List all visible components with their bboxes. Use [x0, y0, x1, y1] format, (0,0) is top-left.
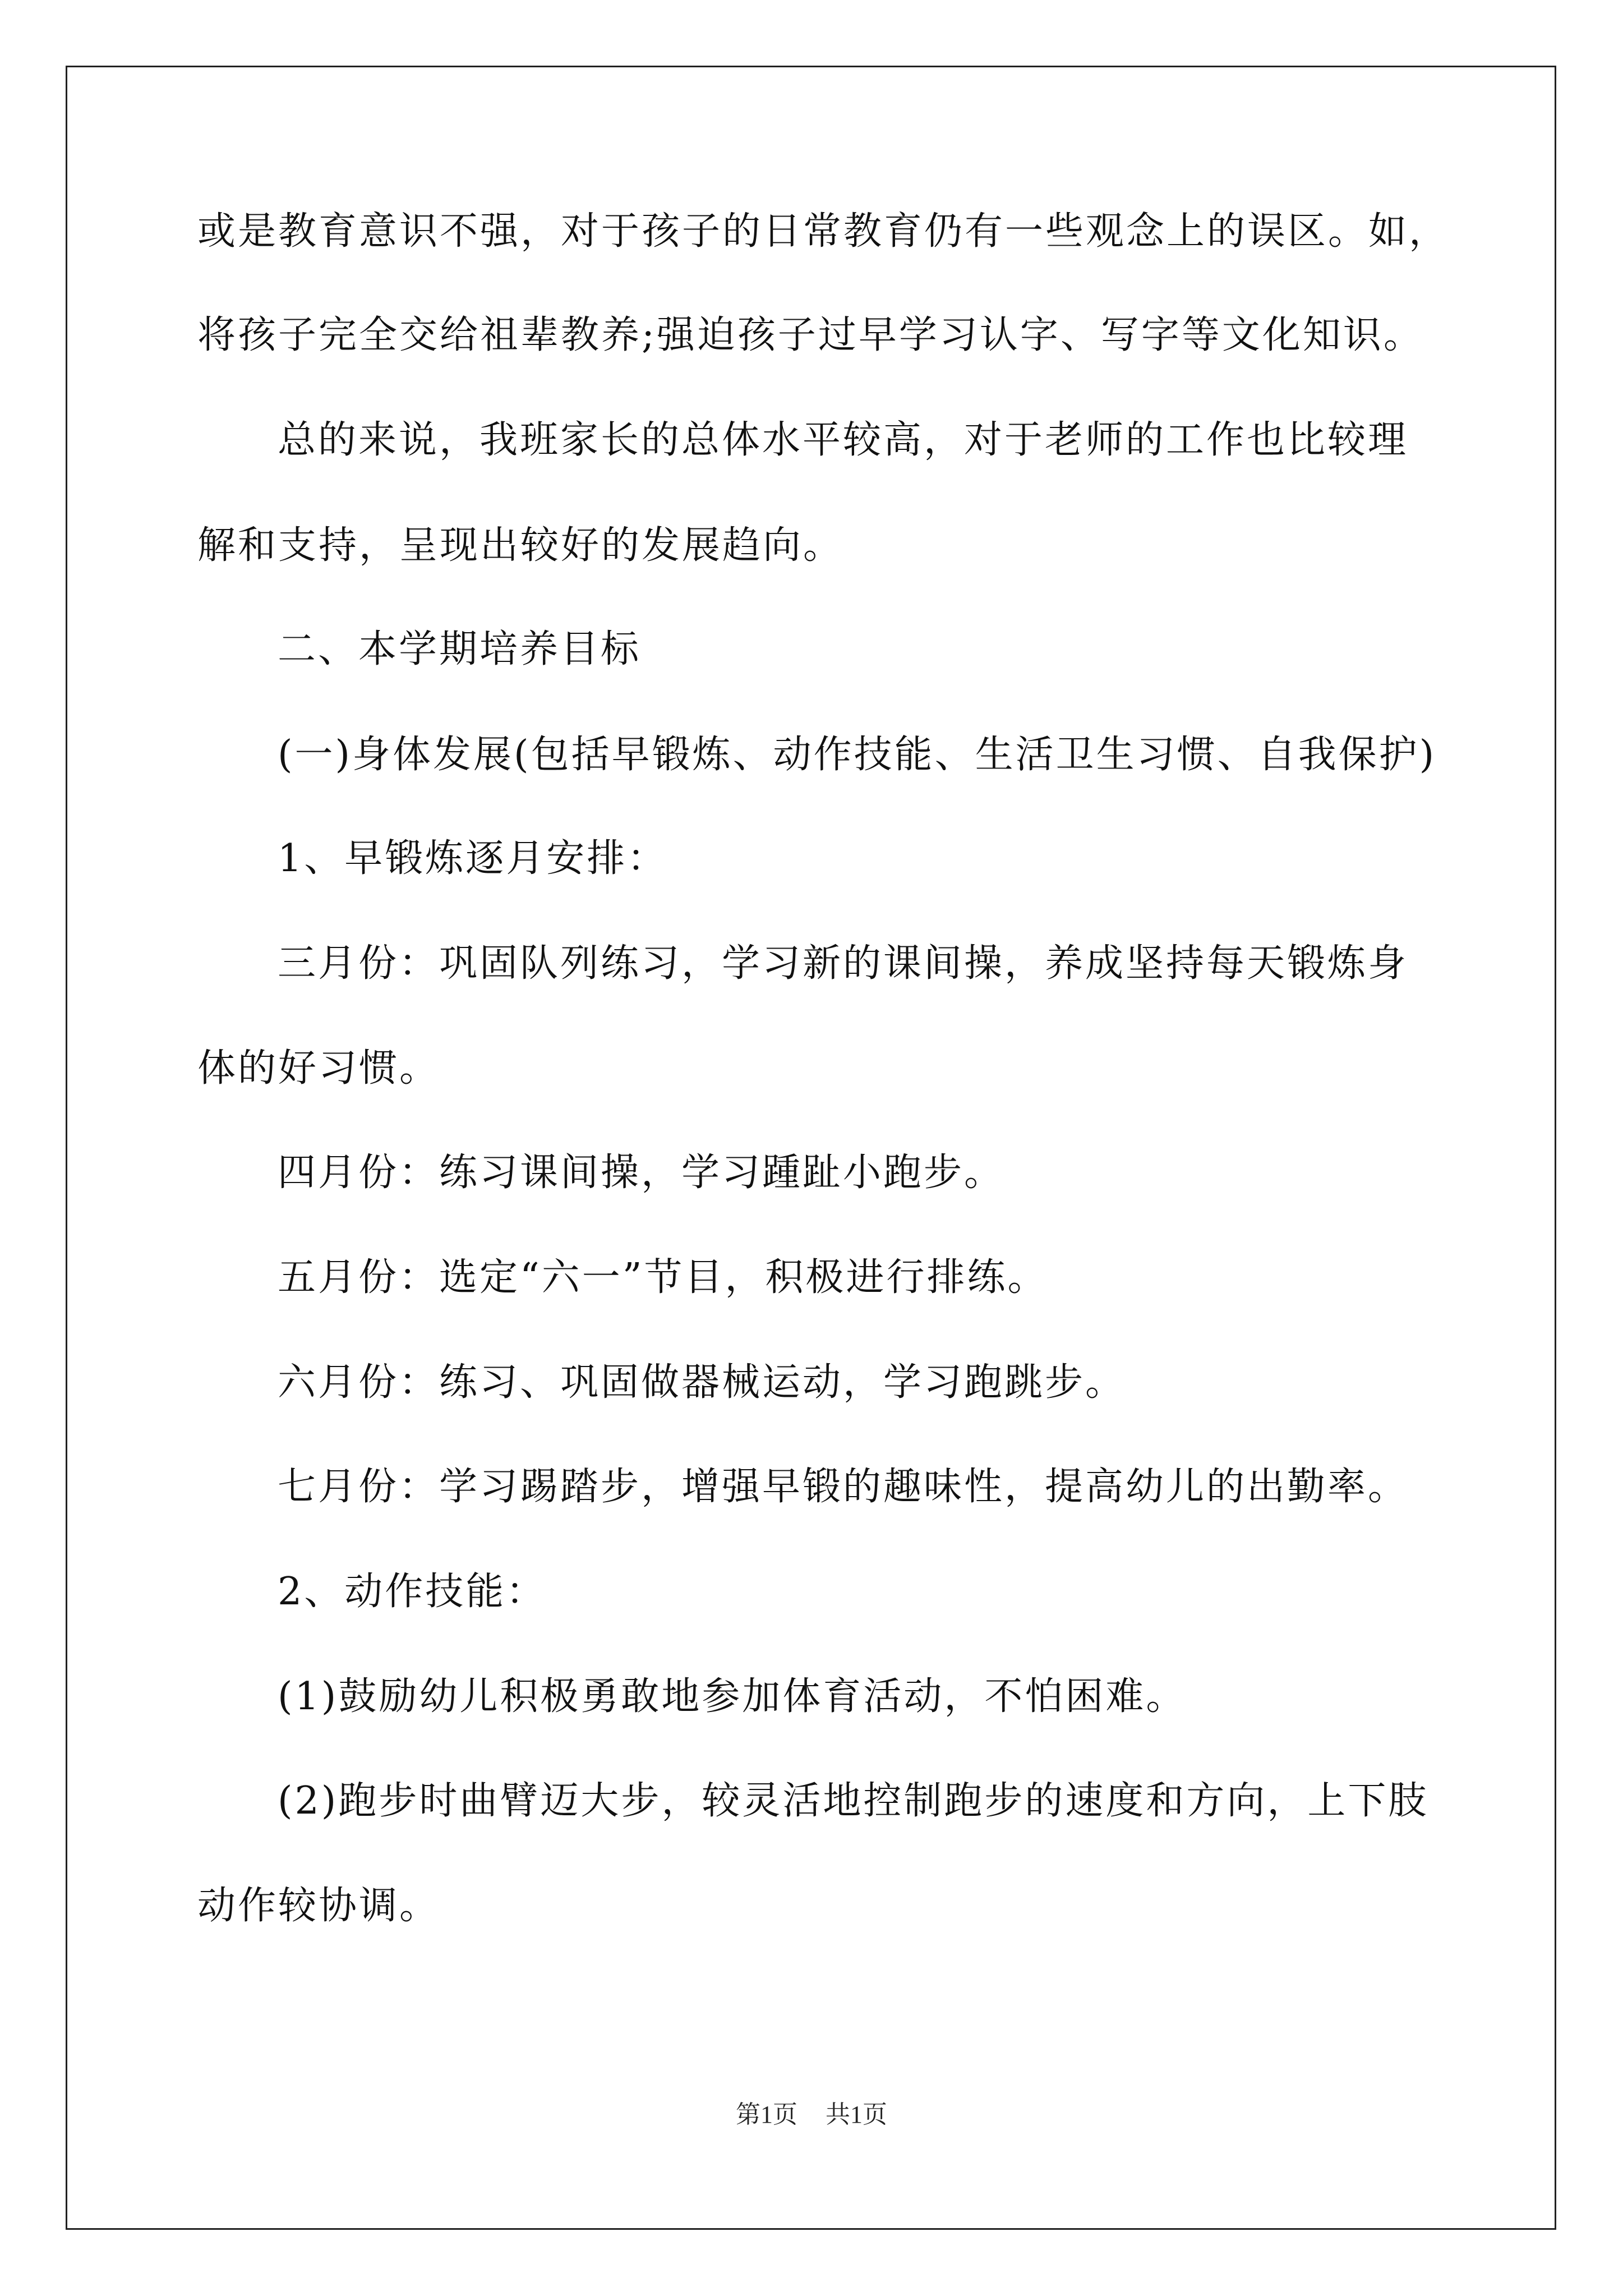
text-line: (2)跑步时曲臂迈大步，较灵活地控制跑步的速度和方向，上下肢	[278, 1779, 1429, 1823]
page-total: 共1页	[826, 2101, 887, 2128]
item-heading: 2、动作技能：	[278, 1570, 547, 1614]
text-line: 总的来说，我班家长的总体水平较高，对于老师的工作也比较理	[278, 418, 1409, 462]
text-line: 将孩子完全交给祖辈教养;强迫孩子过早学习认字、写字等文化知识。	[197, 313, 1424, 357]
page-number: 第1页	[736, 2101, 797, 2128]
text-line: 动作较协调。	[197, 1884, 440, 1928]
text-line: 三月份：巩固队列练习，学习新的课间操，养成坚持每天锻炼身	[278, 941, 1409, 986]
text-line: 或是教育意识不强，对于孩子的日常教育仍有一些观念上的误区。如，	[197, 209, 1450, 254]
text-line: 体的好习惯。	[197, 1046, 440, 1091]
text-line: (1)鼓励幼儿积极勇敢地参加体育活动，不怕困难。	[278, 1674, 1187, 1719]
section-heading: 二、本学期培养目标	[278, 627, 642, 671]
text-line: 解和支持，呈现出较好的发展趋向。	[197, 523, 844, 568]
page-footer	[0, 2098, 1623, 2132]
item-heading: 1、早锻炼逐月安排：	[278, 836, 668, 881]
subsection-heading: (一)身体发展(包括早锻炼、动作技能、生活卫生习惯、自我保护)	[278, 733, 1437, 777]
text-line: 六月份：练习、巩固做器械运动，学习跑跳步。	[278, 1360, 1126, 1405]
text-line: 四月份：练习课间操，学习踵趾小跑步。	[278, 1151, 1005, 1195]
text-line: 五月份：选定“六一”节目，积极进行排练。	[278, 1255, 1048, 1300]
text-line: 七月份：学习踢踏步，增强早锻的趣味性，提高幼儿的出勤率。	[278, 1465, 1409, 1509]
